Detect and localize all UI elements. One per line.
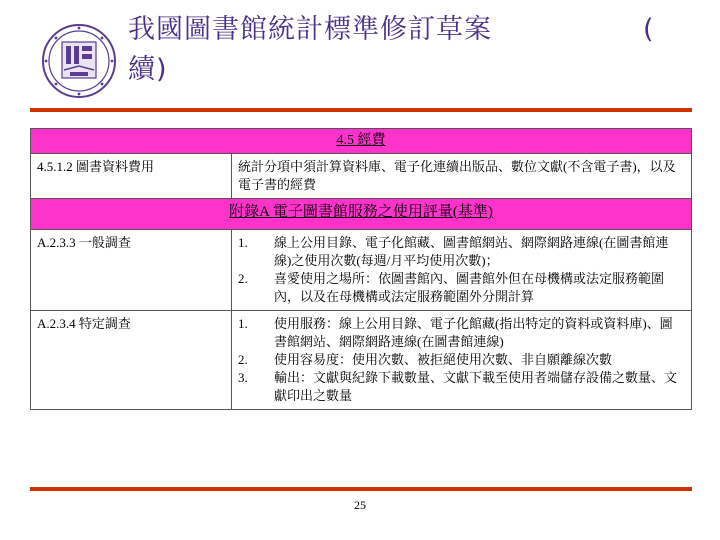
list-item: 1. 線上公用目錄、電子化館藏、圖書館網站、網際網路連線(在圖書館連線)之使用次數(每週/月平均使用次數)； [238,235,669,268]
row-code: A.2.3.4 特定調查 [31,311,232,410]
page-number: 25 [354,498,366,512]
standards-table [30,128,692,410]
row-description [232,311,692,410]
row-code: 4.5.1.2 圖書資料費用 [31,154,232,199]
title-line-2: 續) [128,54,168,85]
row-description [232,230,692,311]
bottom-rule [30,487,692,491]
row-code: A.2.3.3 一般調查 [31,230,232,311]
list-item: 1. 使用服務：線上公用目錄、電子化館藏(指出特定的資料或資料庫)、圖書館網站、網際網路連線(在圖書館連線) [238,316,673,349]
section-header-appendix-a: 附錄A 電子圖書館服務之使用評量(基準) [31,199,692,230]
list-item: 2. 使用容易度：使用次數、被拒絕使用次數、非自願離線次數 [238,352,613,367]
slide-title [128,10,688,90]
list-item: 3. 輸出：文獻與紀錄下載數量、文獻下載至使用者端儲存設備之數量、文獻印出之數量 [238,370,678,403]
table-row [31,154,692,199]
section-header-4-5: 4.5 經費 [31,129,692,154]
row-description: 統計分項中須計算資料庫、電子化連續出版品、數位文獻(不含電子書)，以及電子書的經費 [232,154,692,199]
title-line-1: 我國圖書館統計標準修訂草案 [128,14,492,45]
list-item: 2. 喜愛使用之場所：依圖書館內、圖書館外但在母機構或法定服務範圍內，以及在母機構或法定服務範圍外分開計算 [238,271,665,304]
table-row [31,311,692,410]
university-seal-icon [40,22,118,100]
table-row [31,230,692,311]
title-paren: ( [643,14,655,45]
top-rule [30,108,692,112]
